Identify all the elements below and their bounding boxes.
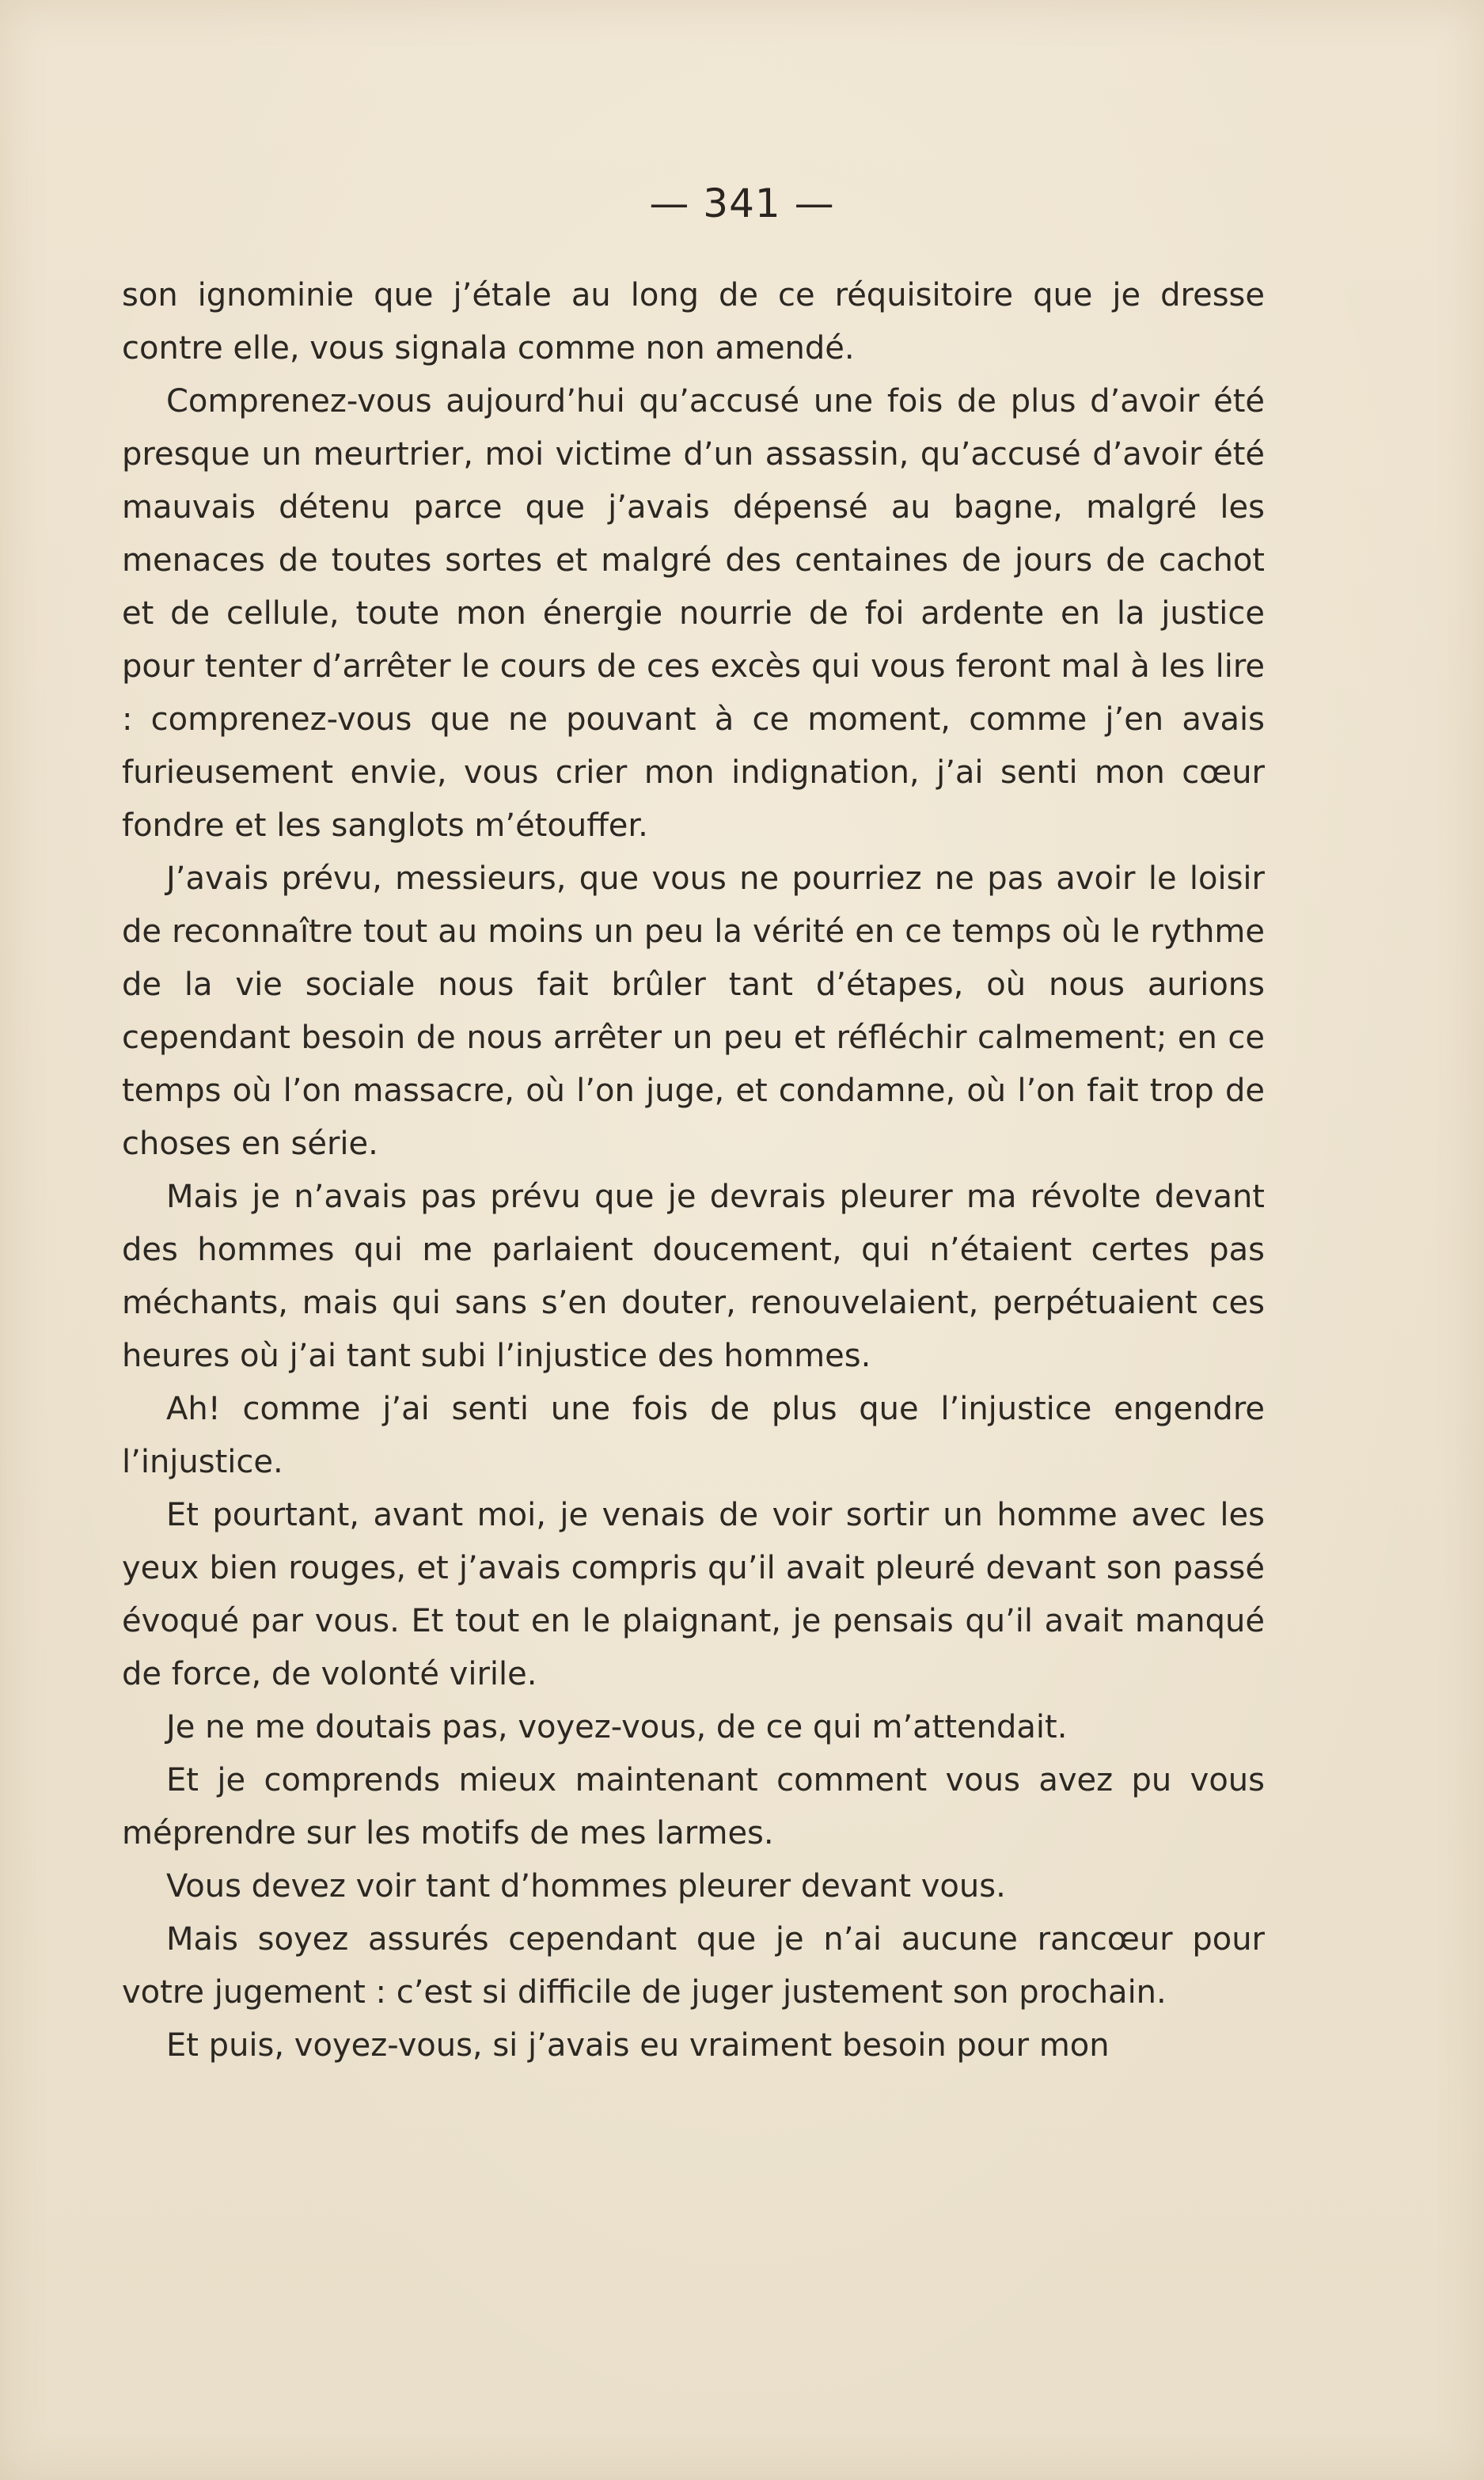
page-number: — 341 — — [649, 180, 835, 226]
paragraph-11: Et puis, voyez-vous, si j’avais eu vraiment besoin pour mon — [166, 2027, 1110, 2064]
paragraph-4: Mais je n’avais pas prévu que je devrais pleurer ma révolte devant des hommes qui me parlaient doucement, qui n’étaient certes pas méchants, mais qui sans s’en douter, renouvelaient, perpétuaient ces heures où j’ai tant subi l’injustice des hommes. — [122, 1179, 1265, 1374]
paragraph-5: Ah! comme j’ai senti une fois de plus que l’injustice engendre l’injustice. — [122, 1391, 1265, 1480]
paragraph-8: Et je comprends mieux maintenant comment vous avez pu vous méprendre sur les motifs de mes larmes. — [122, 1762, 1265, 1851]
paragraph-3: J’avais prévu, messieurs, que vous ne pourriez ne pas avoir le loisir de reconnaître tout au moins un peu la vérité en ce temps où le rythme de la vie sociale nous fait brûler tant d’étapes, où nous aurions cependant besoin de nous arrêter un peu et réfléchir calmement; en ce temps où l’on massacre, où l’on juge, et condamne, où l’on fait trop de choses en série. — [122, 860, 1265, 1162]
paragraph-10: Mais soyez assurés cependant que je n’ai aucune rancœur pour votre jugement : c’est si difficile de juger justement son prochain. — [122, 1921, 1265, 2011]
paragraph-9: Vous devez voir tant d’hommes pleurer devant vous. — [166, 1868, 1006, 1905]
paragraph-6: Et pourtant, avant moi, je venais de voir sortir un homme avec les yeux bien rouges, et j’avais compris qu’il avait pleuré devant son passé évoqué par vous. Et tout en le plaignant, je pensais qu’il avait manqué de force, de volonté virile. — [122, 1497, 1265, 1692]
paragraph-1: son ignominie que j’étale au long de ce réquisitoire que je dresse contre elle, vous signala comme non amendé. — [122, 277, 1265, 366]
body-text — [122, 269, 1265, 2072]
paragraph-7: Je ne me doutais pas, voyez-vous, de ce qui m’attendait. — [166, 1709, 1068, 1745]
paragraph-2: Comprenez-vous aujourd’hui qu’accusé une fois de plus d’avoir été presque un meurtrier, moi victime d’un assassin, qu’accusé d’avoir été mauvais détenu parce que j’avais dépensé au bagne, malgré les menaces de toutes sortes et malgré des centaines de jours de cachot et de cellule, toute mon énergie nourrie de foi ardente en la justice pour tenter d’arrêter le cours de ces excès qui vous feront mal à les lire : comprenez-vous que ne pouvant à ce moment, comme j’en avais furieusement envie, vous crier mon indignation, j’ai senti mon cœur fondre et les sanglots m’étouffer. — [122, 383, 1265, 844]
